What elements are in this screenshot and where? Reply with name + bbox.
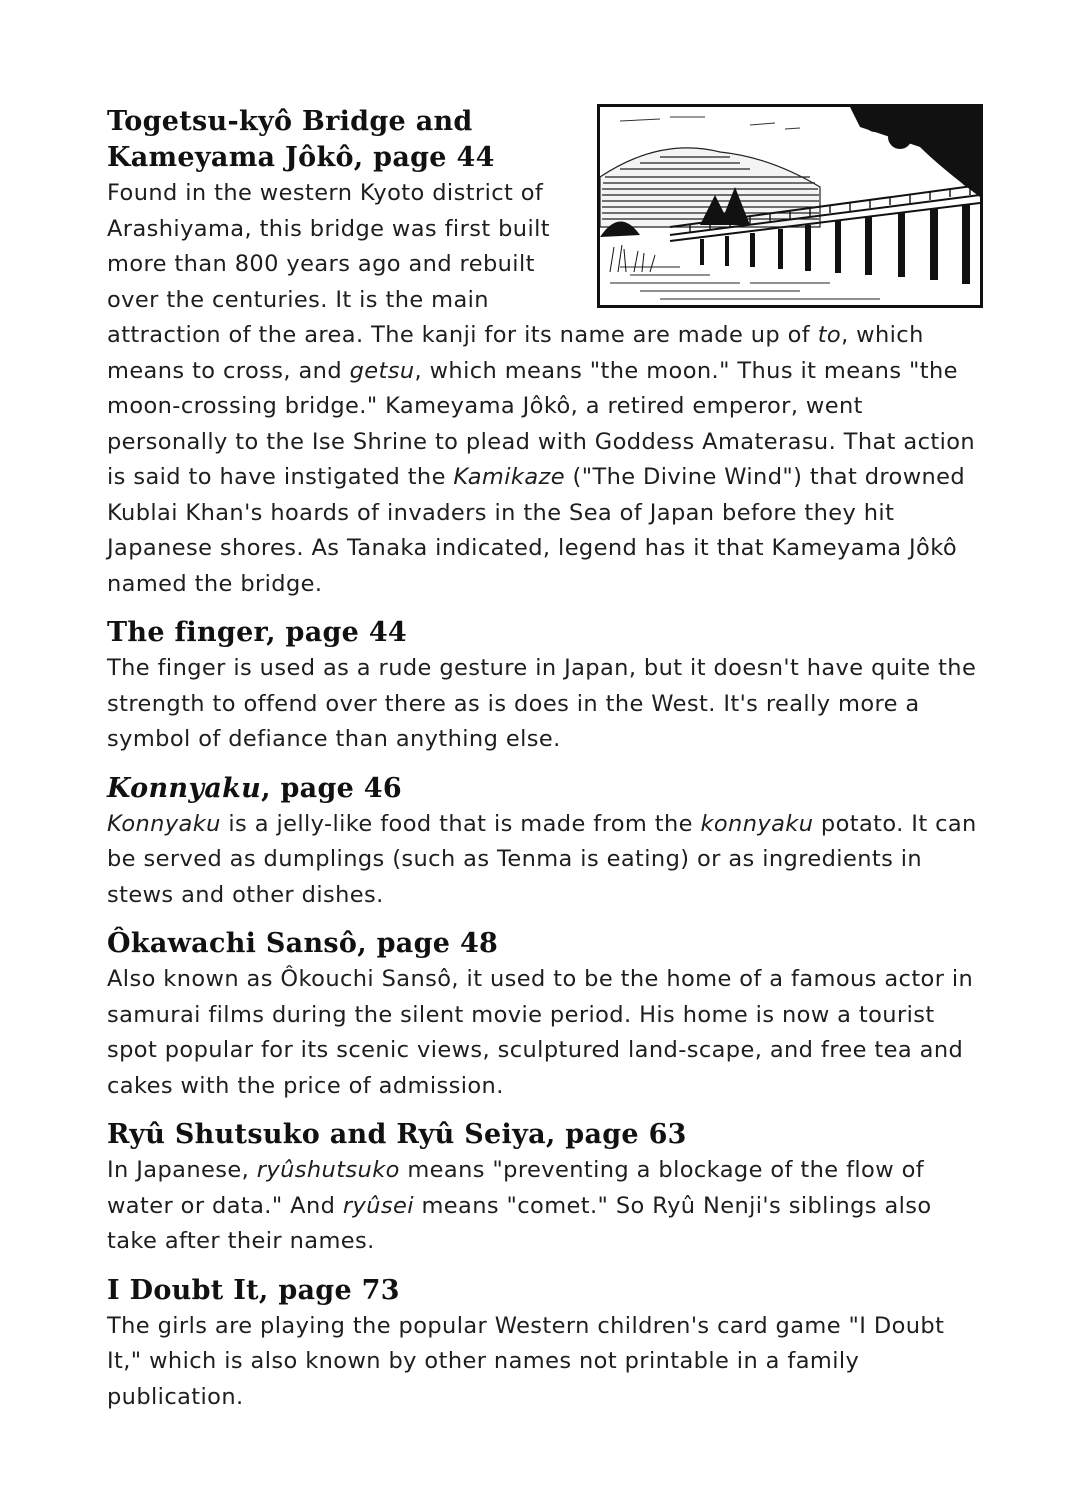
entry-title: The finger, page 44 [107,617,408,648]
entry-body [107,651,983,758]
entry-title [107,771,983,807]
text-run: potato. It can be served as dumplings (such as Tenma is eating) or as ingredients in stews and other dishes. [107,810,977,908]
text-run: is a jelly-like food that is made from the [220,810,701,837]
note-entry-finger [107,615,983,758]
text-run: , which means to cross, and [107,322,924,384]
text-run: Found in the western Kyoto district of Arashiyama, this bridge was first built more than 800 years ago and rebuilt over the centuries. It is the main attraction of the area. The kanji for its name are made up of [107,180,818,348]
note-entry-doubt [107,1273,983,1416]
note-entry-okawachi [107,926,983,1104]
text-run: , page 46 [261,772,402,804]
italic-term: ryûshutsuko [256,1157,400,1183]
entry-body [107,1153,983,1260]
text-run: , which means "the moon." Thus it means "the moon-crossing bridge." Kameyama Jôkô, a retired emperor, went personally to the Ise Shrine to plead with Goddess Amaterasu. That action is said to have instigated the [107,357,976,490]
entry-body [107,962,983,1104]
text-run: ("The Divine Wind") that drowned Kublai Khan's hoards of invaders in the Sea of Japan before they hit Japanese shores. As Tanaka indicated, legend has it that Kameyama Jôkô named the bridge. [107,464,966,597]
text-run: means "preventing a blockage of the flow of water or data." And [107,1157,925,1219]
text-run: The girls are playing the popular Western children's card game "I Doubt It," which is also known by other names not printable in a family publication. [107,1312,945,1410]
entry-title: Ryû Shutsuko and Ryû Seiya, page 63 [107,1119,687,1150]
italic-term: konnyaku [700,810,814,837]
text-run: In Japanese, [107,1157,257,1183]
italic-term: Konnyaku [107,772,262,804]
text-run: The finger is used as a rude gesture in Japan, but it doesn't have quite the strength to offend over there as is does in the West. It's really more a symbol of defiance than anything else. [107,655,977,752]
bridge-illustration-icon [597,104,983,308]
italic-term: ryûsei [342,1192,414,1219]
italic-term: getsu [349,357,415,384]
entry-title: Togetsu-kyô Bridge and Kameyama Jôkô, page 44 [107,106,495,173]
text-run: Also known as Ôkouchi Sansô, it used to be the home of a famous actor in samurai films during the silent movie period. His home is now a tourist spot popular for its scenic views, sculptured land-scape, and free tea and cakes with the price of admission. [107,966,974,1099]
note-entry-togetsu [107,104,983,602]
note-entry-konnyaku [107,771,983,914]
entry-title: Ôkawachi Sansô, page 48 [107,928,499,959]
entry-body [107,807,983,914]
note-entry-ryu [107,1117,983,1260]
notes-content [107,104,983,1428]
entry-body [107,1309,983,1416]
italic-term: Konnyaku [107,810,221,837]
text-run: means "comet." So Ryû Nenji's siblings also take after their names. [107,1192,932,1254]
entry-title: I Doubt It, page 73 [107,1274,400,1306]
italic-term: Kamikaze [453,464,565,490]
italic-term: to [817,322,842,348]
